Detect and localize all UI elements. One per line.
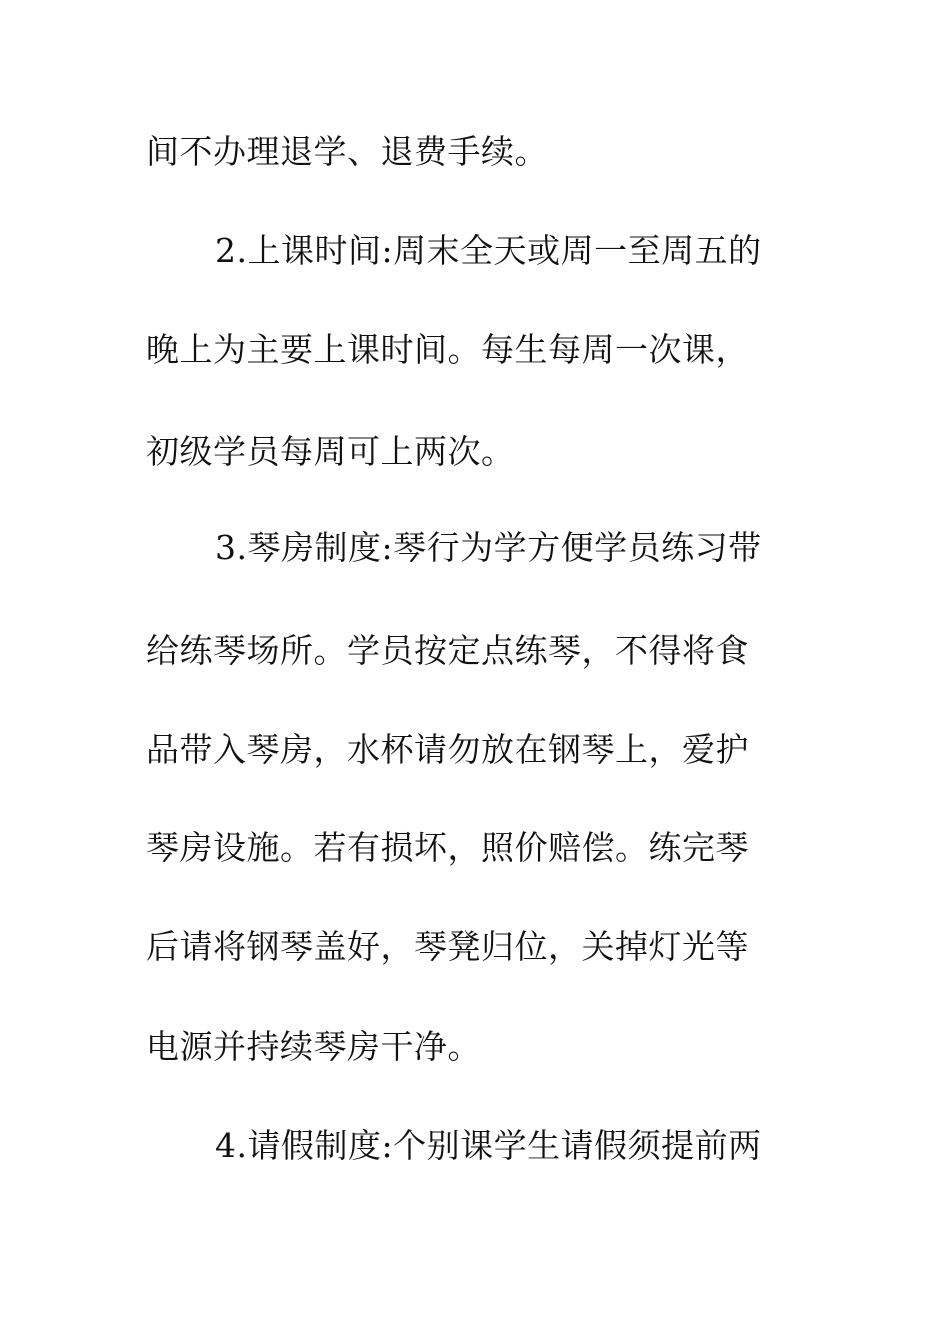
- text-line: 晚上为主要上课时间。每生每周一次课，: [146, 330, 749, 369]
- text-line: 琴房设施。若有损坏，照价赔偿。练完琴: [146, 828, 749, 867]
- text-line: 后请将钢琴盖好，琴凳归位，关掉灯光等: [146, 927, 749, 966]
- text-line: 电源并持续琴房干净。: [146, 1027, 481, 1066]
- text-line: 间不办理退学、退费手续。: [146, 132, 548, 171]
- section-4-heading-line: 4.请假制度:个别课学生请假须提前两: [215, 1126, 762, 1165]
- section-3-heading-line: 3.琴房制度:琴行为学方便学员练习带: [215, 528, 762, 567]
- section-2-heading-line: 2.上课时间:周末全天或周一至周五的: [215, 231, 762, 270]
- text-line: 给练琴场所。学员按定点练琴，不得将食: [146, 631, 749, 670]
- text-line: 初级学员每周可上两次。: [146, 432, 515, 471]
- text-line: 品带入琴房，水杯请勿放在钢琴上，爱护: [146, 730, 749, 769]
